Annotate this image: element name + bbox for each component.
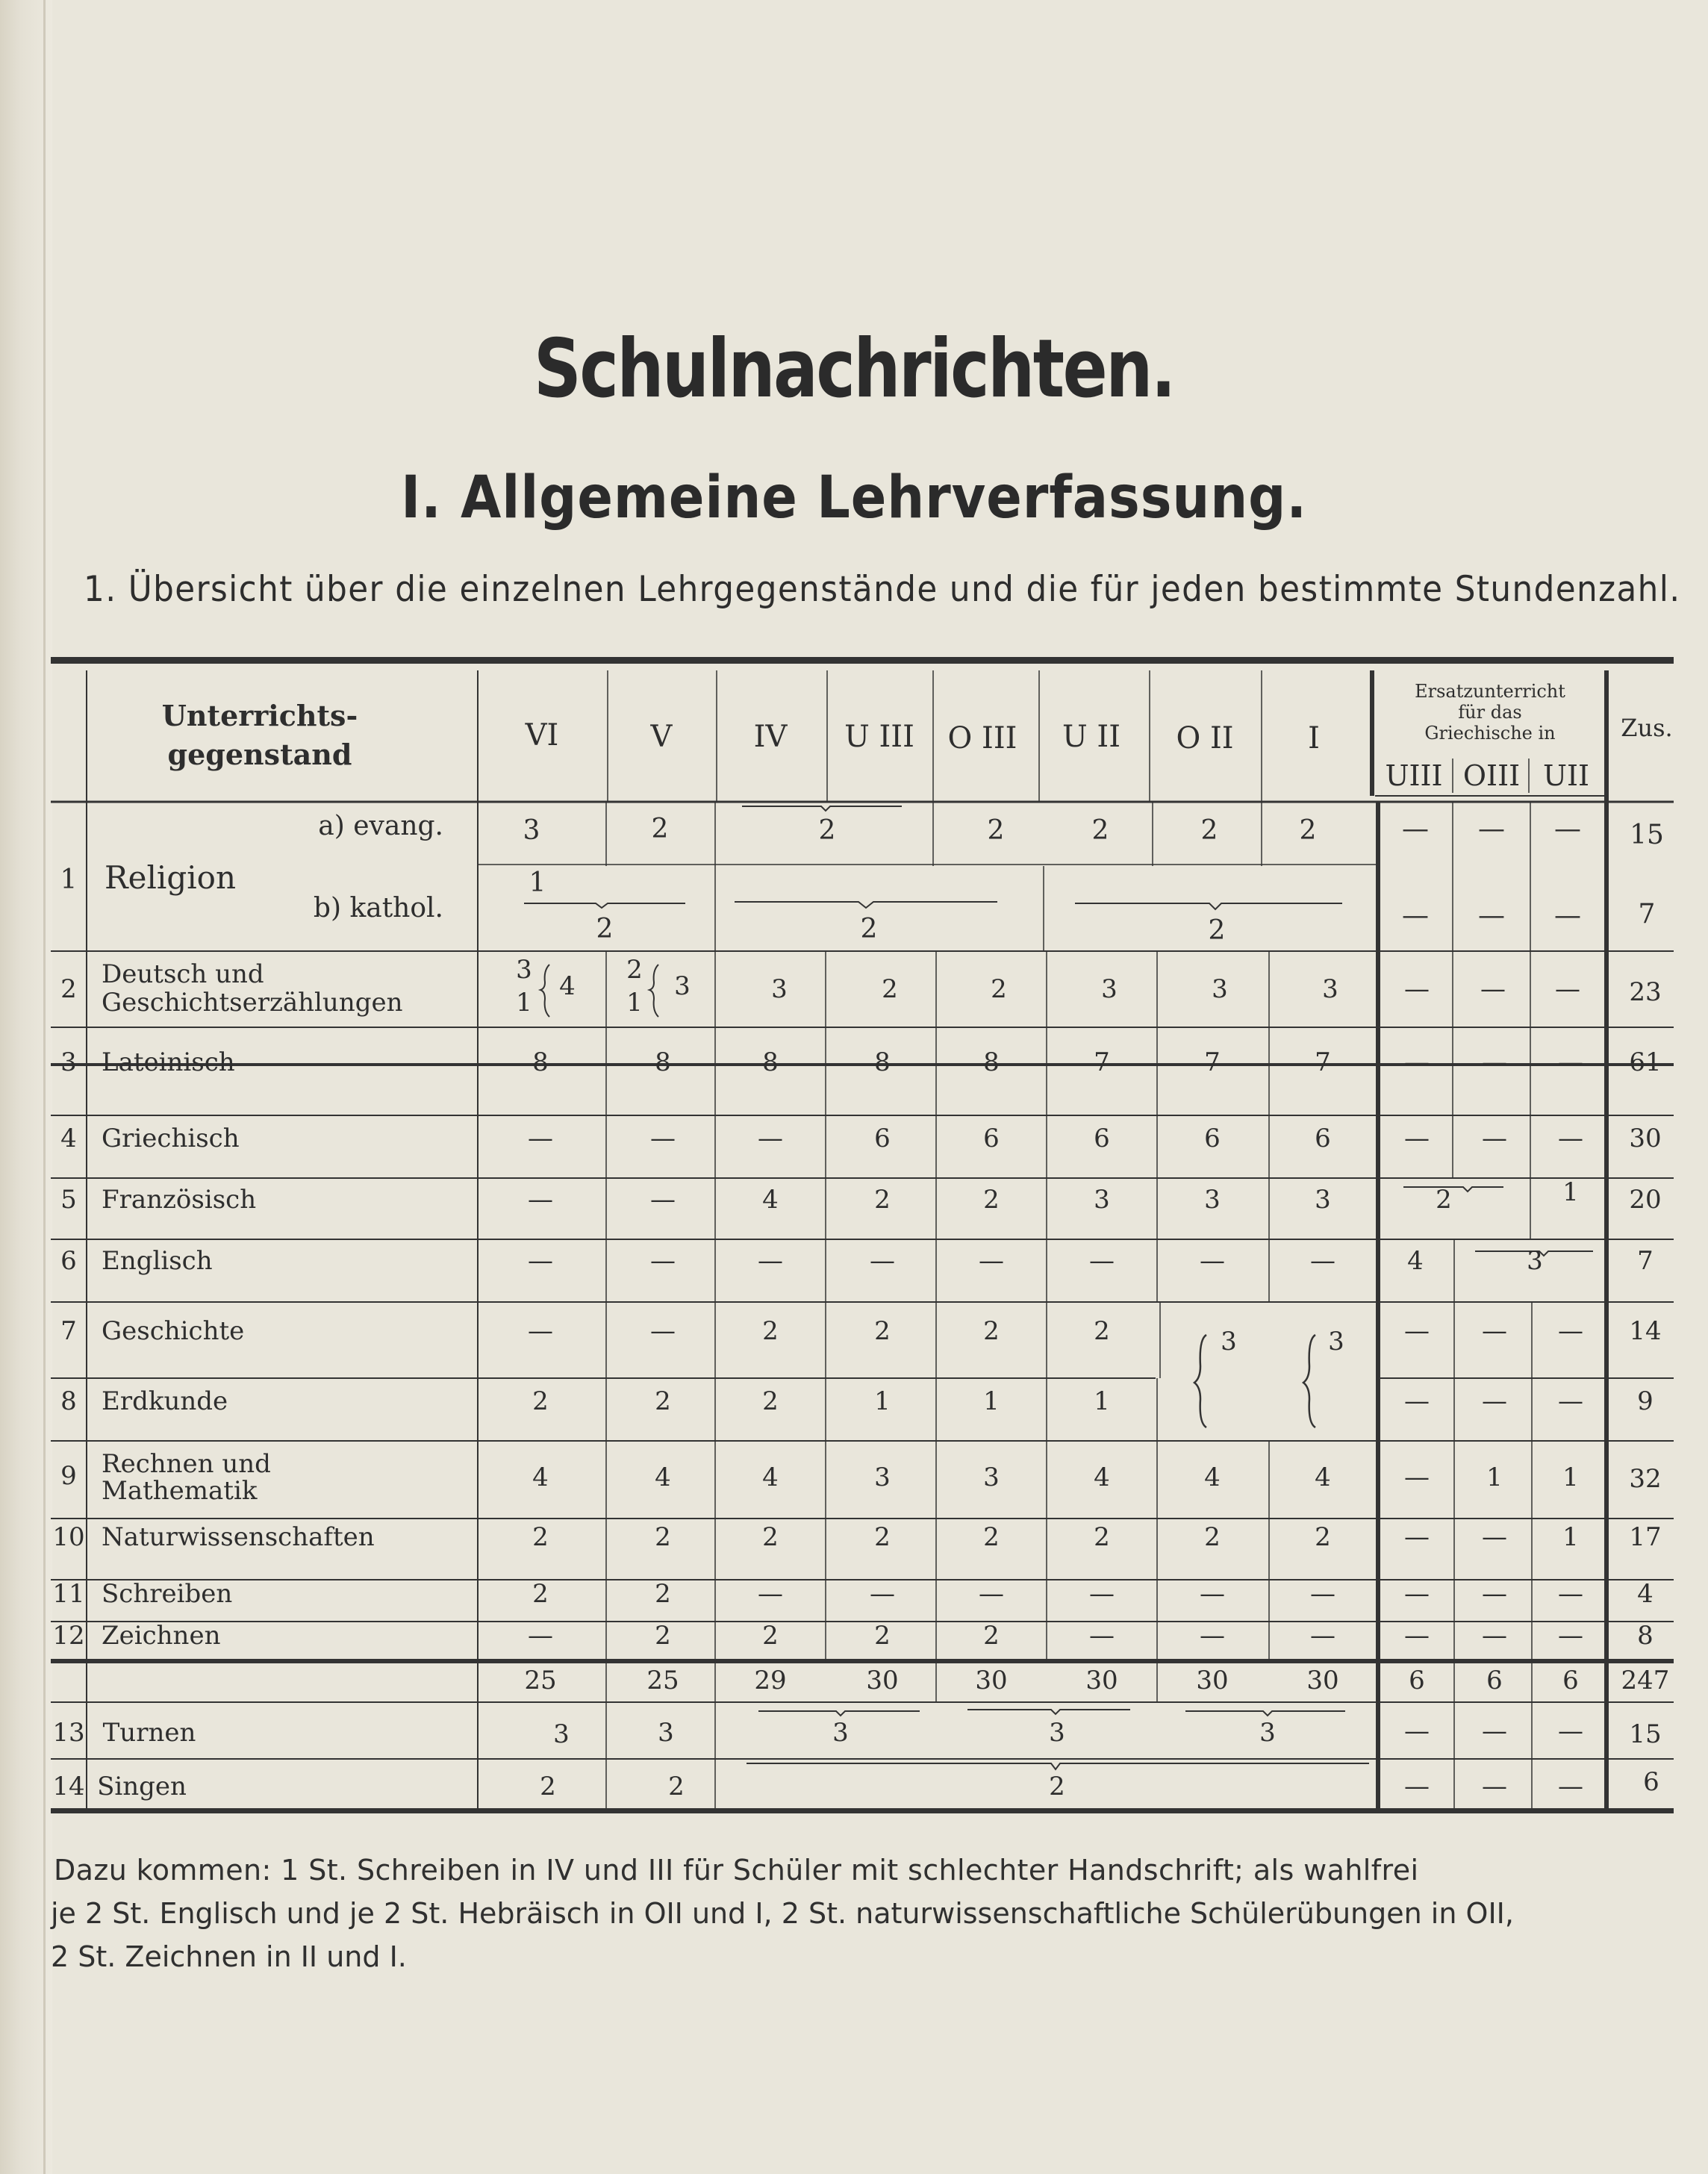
class-header: V [650,720,673,754]
cell: 8 [532,1047,549,1077]
cell: — [1404,1579,1430,1609]
cell: 4 [762,1463,779,1492]
column-sum: 30 [1306,1666,1339,1695]
cell: — [528,1246,553,1276]
cell: — [1404,1124,1430,1153]
cell: — [979,1579,1004,1609]
row-number: 2 [60,974,77,1004]
cell: 3 [771,974,788,1004]
cell: 1 [983,1386,1000,1416]
class-header: VI [525,718,559,753]
cell-combined: 3 [1221,1327,1237,1357]
subject-label: Naturwissenschaften [102,1522,375,1552]
cell: 3 [1322,974,1338,1004]
class-header: U II [1062,720,1121,754]
cell: — [1478,900,1505,931]
cell: 2 [882,974,898,1004]
row-total: 9 [1637,1386,1654,1416]
subject-header-line2: gegenstand [167,738,352,771]
column-sum: 30 [866,1666,899,1695]
cell: 3 [1259,1718,1276,1748]
cell: 1 [1094,1386,1110,1416]
row-number: 1 [60,865,78,895]
subject-label: Griechisch [102,1124,240,1153]
cell: 2 [987,815,1005,846]
cell: — [758,1246,783,1276]
cell: — [650,1124,676,1153]
cell: — [1482,1124,1507,1153]
column-sum: 6 [1562,1666,1579,1695]
cell: 2 [655,1579,671,1609]
cell: 4 [1315,1463,1331,1492]
class-header: I [1308,721,1320,756]
class-header: IV [753,720,788,754]
cell: 2 [1299,815,1317,846]
cell: — [1310,1579,1335,1609]
cell: 2 [655,1522,671,1552]
subject-label-line1: Deutsch und [102,959,264,989]
cell: 8 [983,1047,1000,1077]
table-caption: 1. Übersicht über die einzelnen Lehrgegenstände und die für jeden bestimmte Stundenzahl. [84,569,1681,610]
cell: — [1482,1522,1507,1552]
cell: — [1482,1621,1507,1651]
cell: 3 [1094,1185,1110,1215]
cell: 4 [532,1463,549,1492]
cell: 3 [983,1463,1000,1492]
cell: 1 [1562,1463,1579,1492]
cell: 2 [1436,1185,1452,1215]
row-total: 4 [1637,1579,1654,1609]
row-total: 14 [1629,1316,1662,1346]
cell: 2 [651,814,669,844]
cell: — [1558,1621,1583,1651]
cell: — [1480,974,1506,1004]
row-total: 15 [1629,1719,1662,1749]
cell: 1 [529,868,546,898]
cell: 4 [559,971,576,1001]
subject-label-line2: Mathematik [102,1476,258,1506]
cell: 3 [523,815,540,846]
cell: — [1200,1579,1225,1609]
cell: 2 [655,1386,671,1416]
ersatz-class-header: OIII [1462,759,1521,792]
cell: 6 [874,1124,891,1153]
cell: — [1089,1621,1115,1651]
ersatz-header-line1: Ersatzunterricht [1415,681,1565,702]
row-number: 7 [60,1316,77,1346]
cell: — [1558,1316,1583,1346]
cell: — [1402,900,1429,931]
row-total: 7 [1637,1246,1654,1276]
cell: 8 [655,1047,671,1077]
cell-combined: 3 [1328,1327,1344,1357]
cell: — [1089,1246,1115,1276]
page-title: Schulnachrichten. [534,323,1174,416]
cell: 2 [1094,1316,1110,1346]
cell: — [528,1621,553,1651]
cell: 2 [655,1621,671,1651]
cell: 2 [762,1386,779,1416]
subject-label: Englisch [102,1246,213,1276]
cell: — [650,1316,676,1346]
cell: — [1200,1621,1225,1651]
cell: 2 [983,1621,1000,1651]
ersatz-class-header: UIII [1385,759,1443,792]
cell: — [1404,1316,1430,1346]
cell: — [1402,814,1429,844]
row-number: 9 [60,1461,77,1491]
cell: 3 [1101,974,1118,1004]
ersatz-header-line3: Griechische in [1424,723,1556,744]
cell: — [1089,1579,1115,1609]
cell: 3 [1527,1246,1543,1276]
cell: 2 [762,1316,779,1346]
cell: 2 [532,1522,549,1552]
row-total: 20 [1629,1185,1662,1215]
row-total: 23 [1629,977,1662,1007]
cell: — [870,1579,895,1609]
cell: 7 [1204,1047,1221,1077]
cell: 6 [1094,1124,1110,1153]
subject-label: Erdkunde [102,1386,228,1416]
cell: 2 [762,1621,779,1651]
cell: — [1404,1522,1430,1552]
subject-label: Turnen [102,1718,196,1748]
cell: — [758,1124,783,1153]
subject-sublabel: b) kathol. [313,893,443,924]
table-rules [51,657,1674,1813]
cell: 6 [983,1124,1000,1153]
cell: 2 [874,1621,891,1651]
subject-label: Geschichte [102,1316,245,1346]
cell: 2 [596,914,614,944]
row-total: 32 [1629,1464,1662,1494]
cell: 2 [874,1522,891,1552]
subject-sublabel: a) evang. [318,811,443,841]
cell: 2 [668,1772,685,1801]
total-header: Zus. [1621,714,1673,742]
row-number: 14 [52,1772,85,1801]
footnote [51,1848,1689,1978]
row-total: 61 [1629,1047,1662,1077]
subject-label: Singen [97,1772,187,1801]
cell: 1 [516,988,532,1018]
subject-label: Zeichnen [102,1621,221,1651]
cell: — [1482,1386,1507,1416]
column-sum: 6 [1486,1666,1503,1695]
subject-label: Lateinisch [102,1047,235,1077]
subject-label-line2: Geschichtserzählungen [102,988,403,1018]
cell: 2 [532,1579,549,1609]
cell: — [979,1246,1004,1276]
cell: 7 [1315,1047,1331,1077]
cell: 2 [860,914,878,944]
column-sum: 25 [646,1666,679,1695]
cell: — [1404,1463,1430,1492]
cell: — [1200,1246,1225,1276]
cell: 2 [1208,915,1226,946]
cell: 2 [762,1522,779,1552]
ersatz-header-line2: für das [1458,702,1522,723]
cell: — [1558,1772,1583,1801]
cell: — [1404,1047,1430,1077]
cell: 2 [1315,1522,1331,1552]
cell: 2 [874,1316,891,1346]
cell: 3 [1212,974,1228,1004]
cell: 4 [655,1463,671,1492]
cell: 4 [1204,1463,1221,1492]
cell: — [650,1246,676,1276]
cell: 2 [983,1185,1000,1215]
row-number: 10 [52,1522,85,1552]
cell: 2 [874,1185,891,1215]
row-number: 3 [60,1047,77,1077]
row-total: 6 [1643,1767,1659,1797]
cell: — [1558,1386,1583,1416]
row-number: 5 [60,1185,77,1215]
cell: 8 [874,1047,891,1077]
cell: 6 [1204,1124,1221,1153]
cell: 3 [874,1463,891,1492]
column-sum: 25 [524,1666,557,1695]
footnote-line: 2 St. Zeichnen in II und I. [51,1940,407,1973]
cell: — [528,1316,553,1346]
row-number: 12 [52,1621,85,1651]
cell: — [1404,1621,1430,1651]
cell: 2 [818,815,836,846]
cell: — [870,1246,895,1276]
class-header: O III [947,721,1017,756]
row-number: 6 [60,1246,77,1276]
cell: — [528,1185,553,1215]
class-header: U III [844,720,914,754]
cell: — [1555,974,1580,1004]
cell: 2 [1200,815,1218,846]
cell: — [1404,1772,1430,1801]
cell: 2 [1094,1522,1110,1552]
cell: — [1554,900,1581,931]
column-sum: 30 [975,1666,1008,1695]
cell: 2 [1091,815,1109,846]
cell: — [1404,1716,1430,1746]
row-total: 8 [1637,1621,1654,1651]
cell: 2 [532,1386,549,1416]
row-total: 17 [1629,1522,1662,1552]
cell: 3 [1204,1185,1221,1215]
cell: 6 [1315,1124,1331,1153]
cell: — [1478,814,1505,844]
cell: 1 [1562,1177,1579,1207]
cell: — [1310,1246,1335,1276]
column-sum: 29 [754,1666,787,1695]
cell: 1 [1562,1522,1579,1552]
cell: — [1558,1047,1583,1077]
row-total: 15 [1630,820,1664,850]
subject-label: Religion [105,859,236,896]
cell: 3 [1315,1185,1331,1215]
footnote-line: je 2 St. Englisch und je 2 St. Hebräisch in OII und I, 2 St. naturwissenschaftliche Schülerübungen in OII, [51,1897,1514,1930]
cell: — [1558,1124,1583,1153]
column-sum: 6 [1409,1666,1425,1695]
cell: 1 [626,988,643,1018]
class-header: O II [1176,721,1234,756]
cell: 2 [626,955,643,985]
cell: 1 [1486,1463,1503,1492]
subject-label-line1: Rechnen und [102,1449,271,1479]
cell: — [1482,1579,1507,1609]
row-total: 30 [1629,1124,1662,1153]
cell: — [1482,1716,1507,1746]
section-title: I. Allgemeine Lehrverfassung. [401,464,1307,532]
cell: — [1404,974,1430,1004]
cell: — [1482,1316,1507,1346]
cell: 2 [1049,1772,1065,1801]
cell: 8 [762,1047,779,1077]
column-sum: 30 [1196,1666,1229,1695]
subject-label: Französisch [102,1185,257,1215]
cell: — [1310,1621,1335,1651]
ersatz-class-header: UII [1542,759,1590,792]
cell: 3 [1049,1718,1065,1748]
row-number: 8 [60,1386,77,1416]
cell: — [1482,1047,1507,1077]
cell: — [1554,814,1581,844]
cell: — [1482,1772,1507,1801]
cell: 4 [1407,1246,1424,1276]
cell: 3 [516,955,532,985]
cell: 4 [762,1185,779,1215]
cell: 2 [1204,1522,1221,1552]
cell: 2 [983,1522,1000,1552]
cell: — [528,1124,553,1153]
cell: 2 [540,1772,556,1801]
subject-label: Schreiben [102,1579,233,1609]
cell: 2 [983,1316,1000,1346]
cell: 3 [553,1719,570,1749]
cell: 7 [1094,1047,1110,1077]
row-total: 7 [1638,899,1656,929]
subject-header-line1: Unterrichts- [161,699,358,732]
footnote-line: Dazu kommen: 1 St. Schreiben in IV und III für Schüler mit schlechter Handschrift; als wahlfrei [54,1854,1419,1887]
cell: — [1558,1579,1583,1609]
cell: 2 [991,974,1007,1004]
cell: 3 [658,1718,674,1748]
cell: — [1404,1386,1430,1416]
cell: — [1558,1716,1583,1746]
row-number: 4 [60,1124,77,1153]
cell: 1 [874,1386,891,1416]
cell: 3 [674,971,691,1001]
row-number: 11 [52,1579,85,1609]
column-sum: 30 [1085,1666,1118,1695]
cell: 4 [1094,1463,1110,1492]
row-number: 13 [52,1718,85,1748]
cell: — [758,1579,783,1609]
cell: — [650,1185,676,1215]
grand-total: 247 [1621,1666,1670,1695]
cell: 3 [832,1718,849,1748]
